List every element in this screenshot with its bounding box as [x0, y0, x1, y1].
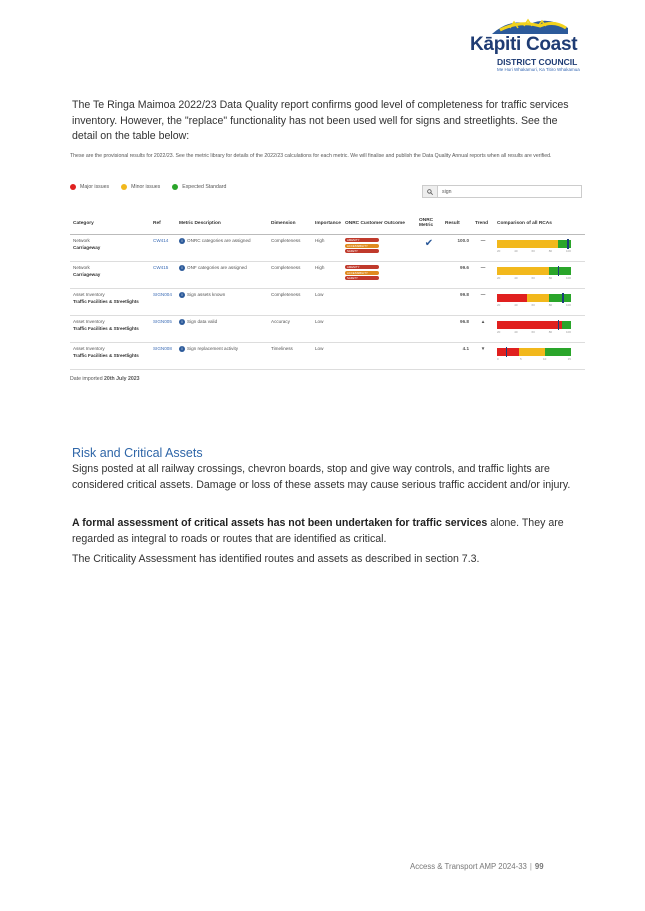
result-cell [442, 316, 472, 343]
tick-label: 80 [548, 276, 553, 280]
search-icon[interactable] [423, 186, 438, 197]
tick-label: 20 [497, 330, 501, 334]
category-name: Traffic Facilities & Streetlights [73, 299, 139, 304]
result-value: 100.0 [457, 238, 469, 243]
ref-link[interactable]: CW415 [153, 265, 169, 270]
info-icon[interactable]: i [179, 265, 185, 271]
rca-marker [558, 320, 560, 330]
bar-segment [497, 267, 549, 275]
column-header: Importance [312, 212, 342, 235]
outcome-cell [342, 262, 416, 289]
dimension: Timeliness [271, 346, 293, 351]
comparison-cell [494, 343, 585, 370]
metric-description: ONRC categories are assigned [187, 238, 251, 244]
legend-label: Major issues [80, 184, 110, 190]
category-name: Carriageway [73, 245, 101, 250]
result-value: 99.6 [460, 265, 469, 270]
onrc-metric-cell [416, 262, 442, 289]
tick-label: 40 [514, 330, 518, 334]
ref-link[interactable]: SIGN005 [153, 319, 172, 324]
tick-label: 80 [548, 330, 553, 334]
table-row [70, 262, 585, 289]
bar-segment [519, 348, 545, 356]
importance: Low [315, 292, 324, 297]
bar-segment [549, 267, 571, 275]
comparison-cell [494, 262, 585, 289]
tick-label: 15 [567, 357, 571, 361]
description-cell [176, 235, 268, 262]
result-value: 96.8 [460, 319, 469, 324]
legend [70, 184, 226, 190]
comparison-cell [494, 289, 585, 316]
tick-label: 20 [497, 276, 501, 280]
trend-cell [472, 289, 494, 316]
metric-description: Sign replacement activity [187, 346, 239, 352]
info-icon[interactable]: i [179, 319, 185, 325]
result-cell [442, 235, 472, 262]
bar-segment [545, 348, 571, 356]
dimension: Completeness [271, 265, 301, 270]
onrc-metric-cell [416, 289, 442, 316]
metric-description: Sign data valid [187, 319, 218, 325]
ref-link[interactable]: CW414 [153, 238, 169, 243]
info-icon[interactable]: i [179, 346, 185, 352]
risk-paragraph: Signs posted at all railway crossings, chevron boards, stop and give way controls, and traffic lights are considered critical assets. Damage or loss of these assets may cause serious traffic accident and/or injury. [72, 463, 571, 491]
column-header: Ref [150, 212, 176, 235]
trend-cell [472, 343, 494, 370]
result-cell [442, 262, 472, 289]
trend-icon: ▼ [480, 346, 486, 351]
trend-icon: ▲ [480, 319, 486, 324]
dimension-cell [268, 316, 312, 343]
importance: Low [315, 346, 324, 351]
dimension-cell [268, 262, 312, 289]
importance-cell [312, 343, 342, 370]
tick-label: 40 [514, 303, 518, 307]
bar-segment [497, 348, 519, 356]
importance-cell [312, 316, 342, 343]
tick-label: 20 [497, 249, 501, 253]
column-header: Dimension [268, 212, 312, 235]
logo-tagline: Me Huri Whakamuri, Ka Titiro Whakamua [497, 67, 580, 72]
category-cell [70, 262, 150, 289]
table-row [70, 316, 585, 343]
dimension-cell [268, 235, 312, 262]
page-number: 99 [534, 862, 544, 871]
intro-paragraph: The Te Ringa Maimoa 2022/23 Data Quality report confirms good level of completeness for traffic services inventory. However, the "replace" functionality has not been used well for signs and streetlights. See the detail on the table below: [72, 99, 569, 143]
legend-label: Minor issues [131, 184, 161, 190]
result-cell [442, 289, 472, 316]
trend-icon: — [480, 238, 486, 243]
hills-icon [490, 14, 570, 36]
tick-label: 100 [565, 330, 571, 334]
metric-description: Sign assets known [187, 292, 226, 298]
comparison-bar [497, 294, 571, 302]
legend-dot-icon [172, 184, 178, 190]
outcome-badge: ACCESSIBILITY [345, 271, 379, 275]
outcome-cell [342, 343, 416, 370]
tick-label: 100 [565, 249, 571, 253]
importance: Low [315, 319, 324, 324]
column-header: ONRC Metric [416, 212, 442, 235]
category-group: Network [73, 265, 90, 270]
tick-label: 100 [565, 276, 571, 280]
tick-label: 60 [531, 330, 535, 334]
report-intro: These are the provisional results for 2022/23. See the metric library for details of the 2022/23 calculations for each metric. We will finalise and publish the Data Quality Annual reports when all results are verified. [70, 153, 552, 159]
trend-icon: — [480, 292, 486, 297]
description-cell [176, 262, 268, 289]
dimension: Completeness [271, 292, 301, 297]
description-cell [176, 316, 268, 343]
ref-link[interactable]: SIGN008 [153, 346, 172, 351]
dimension: Accuracy [271, 319, 290, 324]
axis-ticks [497, 276, 571, 280]
tick-label: 5 [519, 357, 522, 361]
metrics-table [70, 212, 585, 370]
ref-cell [150, 343, 176, 370]
outcome-badge: AMENITY [345, 238, 379, 242]
dimension-cell [268, 343, 312, 370]
date-imported [70, 376, 140, 382]
legend-item [70, 184, 109, 190]
bar-segment [549, 294, 571, 302]
tick-label: 0 [497, 357, 499, 361]
page-footer [410, 862, 544, 871]
axis-ticks [497, 303, 571, 307]
bar-segment [527, 294, 549, 302]
table-row [70, 235, 585, 262]
tick-label: 60 [531, 276, 535, 280]
date-value: 20th July 2023 [104, 376, 140, 382]
search-value: sign [442, 188, 452, 195]
outcome-badge: SAFETY [345, 276, 379, 280]
council-logo [470, 14, 620, 72]
outcome-cell [342, 316, 416, 343]
outcome-badge: ACCESSIBILITY [345, 244, 379, 248]
ref-cell [150, 235, 176, 262]
comparison-bar [497, 240, 571, 248]
assessment-paragraph [72, 516, 572, 547]
category-group: Asset Inventory [73, 292, 105, 297]
bar-segment [558, 240, 571, 248]
footer-doc-title: Access & Transport AMP 2024-33 [410, 862, 527, 871]
footer-separator: | [529, 862, 532, 871]
rca-marker [567, 239, 569, 249]
dimension-cell [268, 289, 312, 316]
axis-ticks [497, 357, 571, 361]
category-cell [70, 289, 150, 316]
category-cell [70, 343, 150, 370]
rca-marker [562, 293, 564, 303]
onrc-metric-cell [416, 235, 442, 262]
bar-segment [562, 321, 571, 329]
date-label: Date imported [70, 376, 103, 382]
dimension: Completeness [271, 238, 301, 243]
ref-cell [150, 262, 176, 289]
legend-dot-icon [121, 184, 127, 190]
importance-cell [312, 235, 342, 262]
table-row [70, 343, 585, 370]
category-name: Traffic Facilities & Streetlights [73, 326, 139, 331]
importance: High [315, 265, 325, 270]
tick-label: 60 [531, 249, 535, 253]
info-icon[interactable]: i [179, 292, 185, 298]
trend-cell [472, 235, 494, 262]
trend-cell [472, 316, 494, 343]
criticality-paragraph: The Criticality Assessment has identified routes and assets as described in section 7.3. [72, 553, 480, 565]
legend-dot-icon [70, 184, 76, 190]
table-header [70, 212, 585, 235]
column-header: Metric Description [176, 212, 268, 235]
outcome-cell [342, 235, 416, 262]
tick-label: 80 [548, 249, 553, 253]
category-cell [70, 316, 150, 343]
result-cell [442, 343, 472, 370]
importance-cell [312, 289, 342, 316]
description-cell [176, 343, 268, 370]
info-icon[interactable]: i [179, 238, 185, 244]
comparison-bar [497, 348, 571, 356]
check-icon: ✔ [424, 238, 434, 249]
tick-label: 40 [514, 276, 518, 280]
column-header: Trend [472, 212, 494, 235]
category-group: Network [73, 238, 90, 243]
bar-segment [497, 321, 562, 329]
tick-label: 80 [548, 303, 553, 307]
result-value: 4.1 [462, 346, 469, 351]
comparison-cell [494, 235, 585, 262]
assessment-rest: alone. They are regarded as integral to roads or routes that are identified as critical. [72, 517, 564, 545]
importance-cell [312, 262, 342, 289]
ref-link[interactable]: SIGN004 [153, 292, 172, 297]
logo-title: Kāpiti Coast [470, 34, 578, 55]
bar-segment [497, 240, 558, 248]
comparison-bar [497, 267, 571, 275]
comparison-cell [494, 316, 585, 343]
tick-label: 60 [531, 303, 535, 307]
logo-subtitle: DISTRICT COUNCIL [497, 57, 578, 67]
category-group: Asset Inventory [73, 346, 105, 351]
bar-segment [497, 294, 527, 302]
column-header: Result [442, 212, 472, 235]
legend-label: Expected Standard [182, 184, 227, 190]
category-name: Traffic Facilities & Streetlights [73, 353, 139, 358]
comparison-bar [497, 321, 571, 329]
column-header[interactable]: Category [70, 212, 150, 235]
description-cell [176, 289, 268, 316]
legend-item [172, 184, 226, 190]
search-input[interactable] [422, 185, 582, 198]
legend-item [121, 184, 160, 190]
trend-cell [472, 262, 494, 289]
tick-label: 20 [497, 303, 501, 307]
tick-label: 40 [514, 249, 518, 253]
metric-description: ONF categories are assigned [187, 265, 247, 271]
onrc-metric-cell [416, 343, 442, 370]
tick-label: 100 [565, 303, 571, 307]
category-cell [70, 235, 150, 262]
column-header: Comparison of all RCAs [494, 212, 585, 235]
trend-icon: — [480, 265, 486, 270]
outcome-badge: AMENITY [345, 265, 379, 269]
outcome-badge: SAFETY [345, 249, 379, 253]
ref-cell [150, 316, 176, 343]
axis-ticks [497, 330, 571, 334]
assessment-bold: A formal assessment of critical assets has not been undertaken for traffic services [72, 517, 488, 529]
category-name: Carriageway [73, 272, 101, 277]
rca-marker [558, 266, 560, 276]
category-group: Asset Inventory [73, 319, 105, 324]
outcome-cell [342, 289, 416, 316]
importance: High [315, 238, 325, 243]
tick-label: 10 [542, 357, 547, 361]
rca-marker [506, 347, 508, 357]
risk-heading: Risk and Critical Assets [72, 446, 203, 460]
table-row [70, 289, 585, 316]
onrc-metric-cell [416, 316, 442, 343]
result-value: 99.8 [460, 292, 469, 297]
column-header: ONRC Customer Outcome [342, 212, 416, 235]
axis-ticks [497, 249, 571, 253]
data-quality-report [70, 152, 585, 388]
ref-cell [150, 289, 176, 316]
